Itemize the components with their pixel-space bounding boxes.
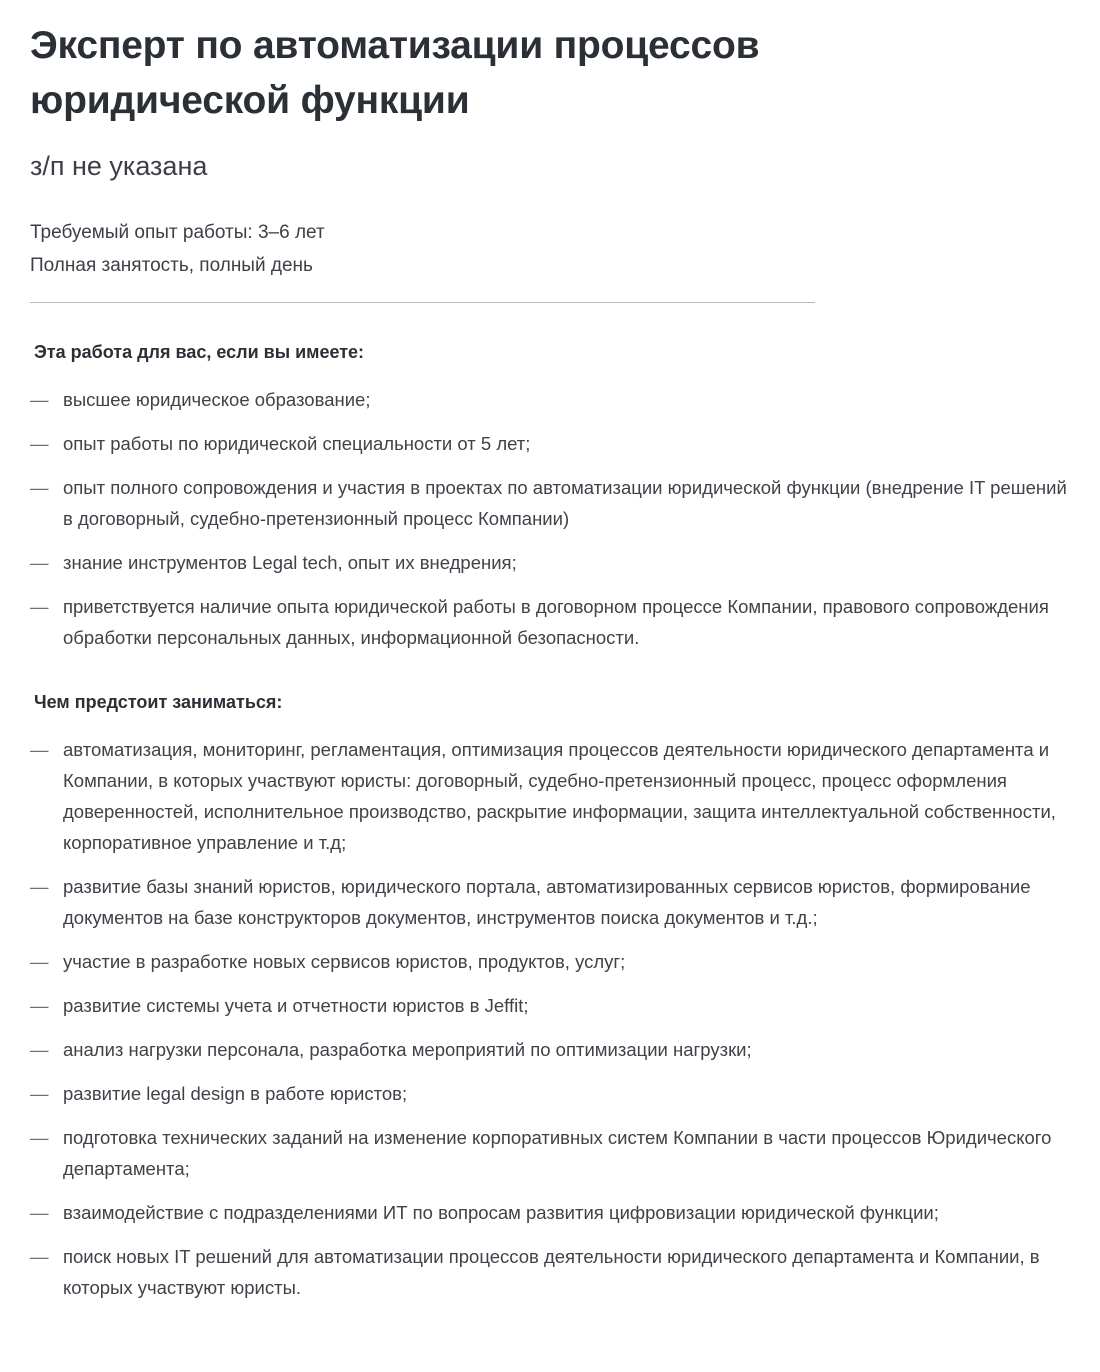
section-responsibilities [30, 690, 1070, 1303]
em-dash-icon: — [30, 1246, 49, 1267]
list-item [30, 1122, 1068, 1184]
section-requirements [30, 340, 1070, 653]
em-dash-icon: — [30, 552, 49, 573]
section-heading: Эта работа для вас, если вы имеете: [34, 342, 365, 362]
responsibilities-list [30, 734, 1070, 1303]
list-item-text: развитие legal design в работе юристов; [63, 1083, 408, 1104]
list-item [30, 946, 1068, 977]
vacancy-header [0, 0, 1100, 303]
list-item [30, 990, 1068, 1021]
em-dash-icon: — [30, 995, 49, 1016]
vacancy-meta [30, 216, 1070, 282]
experience-required: Требуемый опыт работы: 3–6 лет [30, 222, 325, 243]
em-dash-icon: — [30, 596, 49, 617]
section-heading: Чем предстоит заниматься: [34, 692, 283, 712]
list-item [30, 871, 1068, 933]
em-dash-icon: — [30, 1202, 49, 1223]
list-item-text: высшее юридическое образование; [63, 389, 371, 410]
em-dash-icon: — [30, 951, 49, 972]
list-item [30, 734, 1068, 858]
header-divider [30, 302, 815, 303]
em-dash-icon: — [30, 1083, 49, 1104]
list-item-text: развитие системы учета и отчетности юристов в Jeffit; [63, 995, 529, 1016]
list-item-text: подготовка технических заданий на изменение корпоративных систем Компании в части процессов Юридического департамента; [63, 1127, 1052, 1179]
list-item-text: приветствуется наличие опыта юридической работы в договорном процессе Компании, правового сопровождения обработки персональных данных, информационной безопасности. [63, 596, 1049, 648]
list-item [30, 547, 1068, 578]
list-item [30, 1078, 1068, 1109]
list-item-text: участие в разработке новых сервисов юристов, продуктов, услуг; [63, 951, 626, 972]
vacancy-description [0, 340, 1100, 1343]
em-dash-icon: — [30, 876, 49, 897]
list-item-text: опыт полного сопровождения и участия в проектах по автоматизации юридической функции (внедрение IT решений в договорный, судебно-претензионный процесс Компании) [63, 477, 1067, 529]
list-item [30, 1197, 1068, 1228]
list-item [30, 591, 1068, 653]
em-dash-icon: — [30, 433, 49, 454]
list-item-text: анализ нагрузки персонала, разработка мероприятий по оптимизации нагрузки; [63, 1039, 752, 1060]
list-item-text: знание инструментов Legal tech, опыт их внедрения; [63, 552, 517, 573]
em-dash-icon: — [30, 389, 49, 410]
list-item-text: взаимодействие с подразделениями ИТ по вопросам развития цифровизации юридической функции; [63, 1202, 939, 1223]
employment-type: Полная занятость, полный день [30, 255, 313, 276]
requirements-list [30, 384, 1070, 653]
list-item [30, 1034, 1068, 1065]
list-item-text: поиск новых IT решений для автоматизации процессов деятельности юридического департамента и Компании, в которых участвуют юристы. [63, 1246, 1040, 1298]
em-dash-icon: — [30, 1039, 49, 1060]
salary-text: з/п не указана [30, 151, 208, 181]
list-item-text: опыт работы по юридической специальности от 5 лет; [63, 433, 531, 454]
em-dash-icon: — [30, 477, 49, 498]
list-item-text: развитие базы знаний юристов, юридического портала, автоматизированных сервисов юристов, формирование документов на базе конструкторов документов, инструментов поиска документов и т.д.; [63, 876, 1031, 928]
list-item-text: автоматизация, мониторинг, регламентация, оптимизация процессов деятельности юридического департамента и Компании, в которых участвуют юристы: договорный, судебно-претензионный процесс, процесс оформления доверенностей, исполнительное производство, раскрытие информации, защита интеллектуальной собственности, корпоративное управление и т.д; [63, 739, 1056, 853]
list-item [30, 384, 1068, 415]
list-item [30, 472, 1068, 534]
page-title: Эксперт по автоматизации процессов юридической функции [30, 24, 760, 122]
list-item [30, 1241, 1068, 1303]
em-dash-icon: — [30, 1127, 49, 1148]
list-item [30, 428, 1068, 459]
em-dash-icon: — [30, 739, 49, 760]
